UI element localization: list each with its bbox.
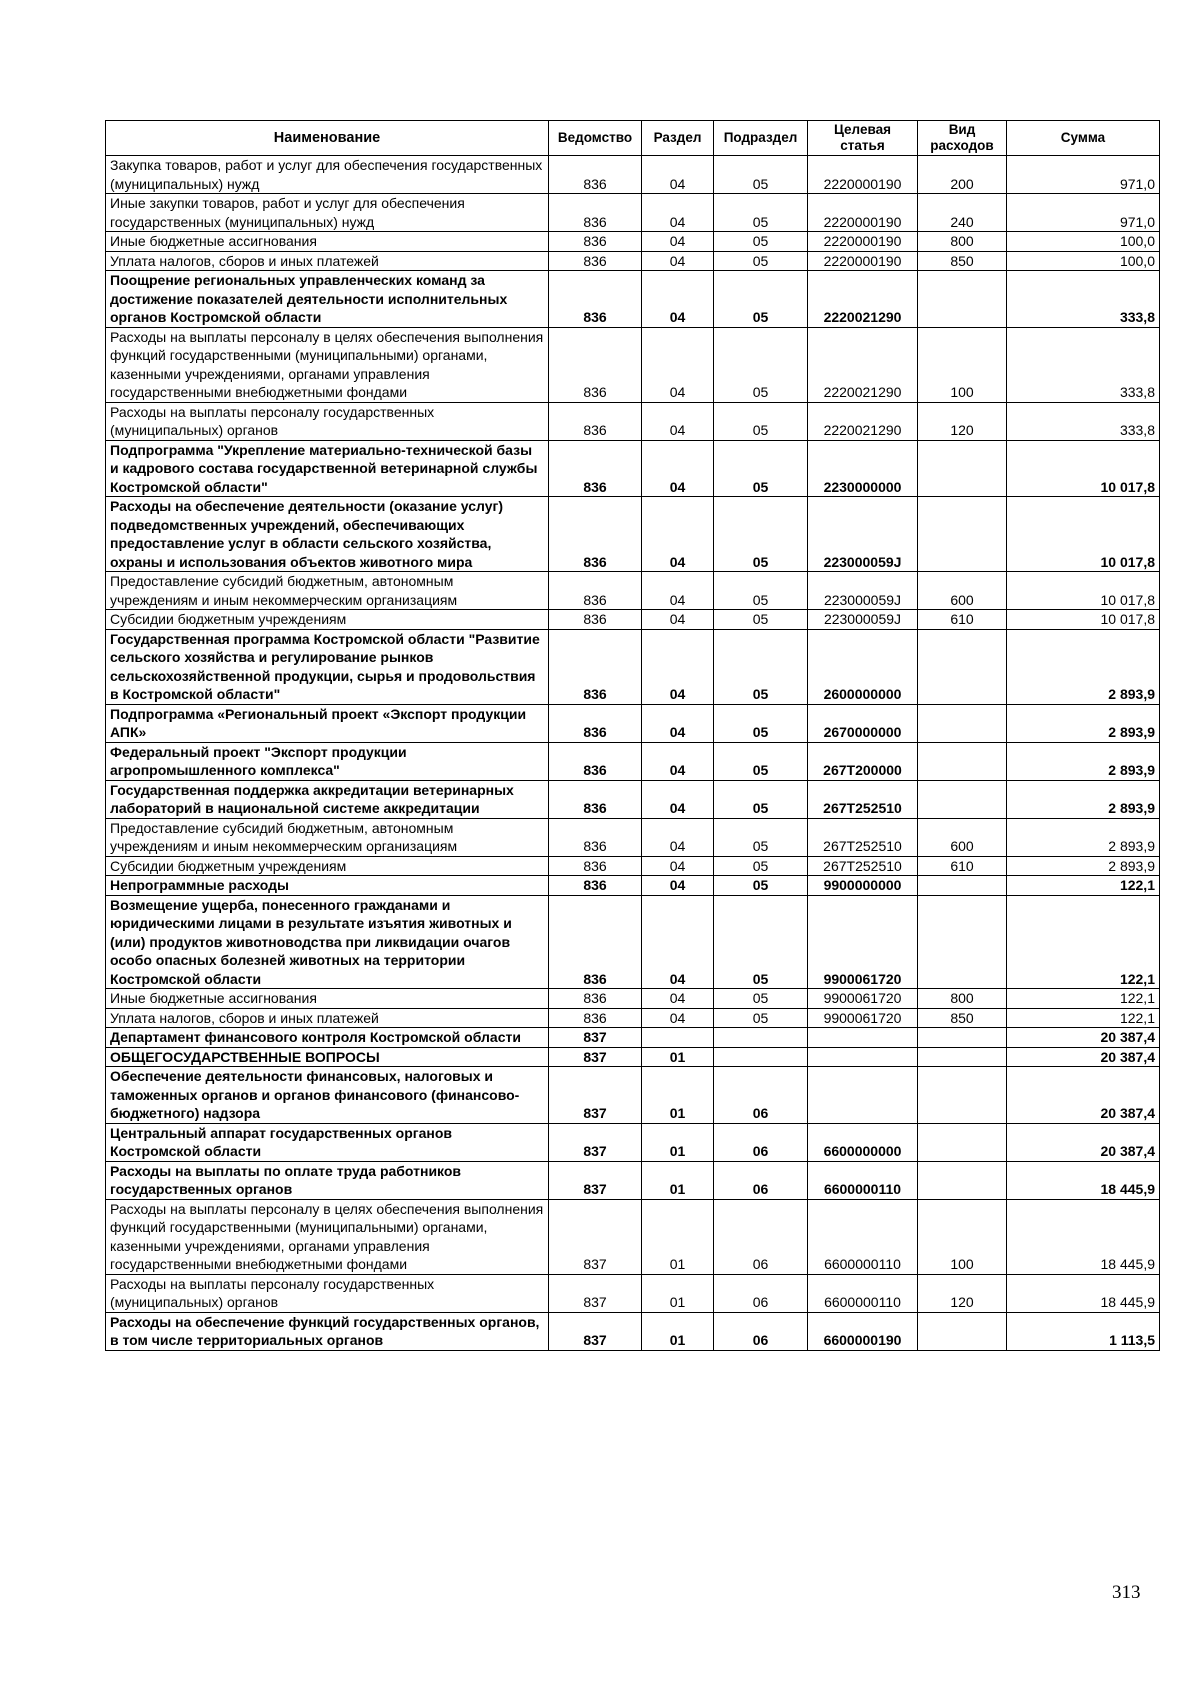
cell-sum: 2 893,9 (1007, 780, 1160, 818)
cell-sum: 333,8 (1007, 327, 1160, 402)
cell-subsection (714, 1028, 808, 1048)
cell-target-article: 223000059J (808, 572, 918, 610)
cell-subsection: 06 (714, 1067, 808, 1124)
cell-sum: 18 445,9 (1007, 1274, 1160, 1312)
cell-department: 836 (549, 989, 642, 1009)
cell-sum: 10 017,8 (1007, 572, 1160, 610)
cell-subsection: 05 (714, 572, 808, 610)
cell-department: 836 (549, 327, 642, 402)
table-row (106, 1199, 1160, 1274)
cell-sum: 122,1 (1007, 1008, 1160, 1028)
cell-name: Подпрограмма «Региональный проект «Экспорт продукции АПК» (106, 704, 549, 742)
budget-table (105, 120, 1160, 1351)
cell-subsection: 05 (714, 232, 808, 252)
table-body (106, 156, 1160, 1351)
cell-department: 837 (549, 1161, 642, 1199)
cell-name: Государственная поддержка аккредитации ветеринарных лабораторий в национальной системе аккредитации (106, 780, 549, 818)
cell-subsection: 05 (714, 1008, 808, 1028)
cell-subsection: 06 (714, 1199, 808, 1274)
cell-target-article: 2220000190 (808, 251, 918, 271)
cell-section: 04 (642, 232, 714, 252)
cell-department: 836 (549, 856, 642, 876)
cell-expense-type (918, 1028, 1007, 1048)
cell-expense-type (918, 876, 1007, 896)
cell-section: 04 (642, 497, 714, 572)
cell-expense-type: 200 (918, 156, 1007, 194)
cell-section: 04 (642, 856, 714, 876)
cell-name: Расходы на выплаты персоналу государственных (муниципальных) органов (106, 1274, 549, 1312)
cell-expense-type (918, 704, 1007, 742)
cell-sum: 333,8 (1007, 271, 1160, 328)
cell-subsection: 05 (714, 271, 808, 328)
header-department: Ведомство (549, 121, 642, 156)
cell-target-article: 2220021290 (808, 402, 918, 440)
cell-subsection: 05 (714, 194, 808, 232)
cell-section: 04 (642, 1008, 714, 1028)
cell-subsection: 06 (714, 1312, 808, 1350)
cell-section: 01 (642, 1199, 714, 1274)
table-row (106, 629, 1160, 704)
cell-department: 836 (549, 402, 642, 440)
table-row (106, 1067, 1160, 1124)
header-name: Наименование (106, 121, 549, 156)
table-row (106, 572, 1160, 610)
cell-department: 837 (549, 1274, 642, 1312)
cell-sum: 10 017,8 (1007, 610, 1160, 630)
cell-target-article: 9900061720 (808, 895, 918, 989)
cell-expense-type (918, 1161, 1007, 1199)
cell-name: Субсидии бюджетным учреждениям (106, 610, 549, 630)
cell-sum: 2 893,9 (1007, 856, 1160, 876)
cell-department: 836 (549, 818, 642, 856)
cell-section: 04 (642, 402, 714, 440)
cell-name: Расходы на выплаты персоналу в целях обеспечения выполнения функций государственными (муниципальными) органами, казенными учреждениями, органами управления государственными внебюджетными фондами (106, 1199, 549, 1274)
cell-department: 836 (549, 742, 642, 780)
cell-section: 01 (642, 1312, 714, 1350)
cell-subsection: 05 (714, 610, 808, 630)
cell-name: Федеральный проект "Экспорт продукции агропромышленного комплекса" (106, 742, 549, 780)
cell-sum: 100,0 (1007, 232, 1160, 252)
cell-target-article: 6600000190 (808, 1312, 918, 1350)
cell-name: Иные закупки товаров, работ и услуг для обеспечения государственных (муниципальных) нужд (106, 194, 549, 232)
table-row (106, 856, 1160, 876)
cell-sum: 20 387,4 (1007, 1028, 1160, 1048)
cell-name: Закупка товаров, работ и услуг для обеспечения государственных (муниципальных) нужд (106, 156, 549, 194)
cell-name: Предоставление субсидий бюджетным, автономным учреждениям и иным некоммерческим организациям (106, 572, 549, 610)
cell-section: 04 (642, 251, 714, 271)
cell-name: Уплата налогов, сборов и иных платежей (106, 251, 549, 271)
cell-section: 04 (642, 780, 714, 818)
table-row (106, 497, 1160, 572)
cell-name: Непрограммные расходы (106, 876, 549, 896)
table-row (106, 1028, 1160, 1048)
cell-department: 836 (549, 572, 642, 610)
cell-expense-type (918, 742, 1007, 780)
table-row (106, 704, 1160, 742)
cell-department: 836 (549, 1008, 642, 1028)
cell-section: 04 (642, 818, 714, 856)
cell-section: 04 (642, 629, 714, 704)
cell-section: 01 (642, 1161, 714, 1199)
cell-sum: 2 893,9 (1007, 704, 1160, 742)
cell-section: 01 (642, 1047, 714, 1067)
cell-name: Возмещение ущерба, понесенного гражданами и юридическими лицами в результате изъятия животных и (или) продуктов животноводства при ликвидации очагов особо опасных болезней животных на территории Костромской области (106, 895, 549, 989)
cell-target-article: 2220021290 (808, 327, 918, 402)
cell-expense-type: 600 (918, 818, 1007, 856)
cell-expense-type (918, 1312, 1007, 1350)
cell-department: 836 (549, 440, 642, 497)
cell-department: 836 (549, 194, 642, 232)
cell-expense-type (918, 1067, 1007, 1124)
cell-expense-type: 100 (918, 1199, 1007, 1274)
cell-department: 837 (549, 1123, 642, 1161)
cell-name: Предоставление субсидий бюджетным, автономным учреждениям и иным некоммерческим организациям (106, 818, 549, 856)
cell-subsection: 06 (714, 1161, 808, 1199)
cell-sum: 2 893,9 (1007, 742, 1160, 780)
cell-expense-type: 610 (918, 610, 1007, 630)
page-number: 313 (1112, 1582, 1141, 1603)
cell-subsection (714, 1047, 808, 1067)
cell-subsection: 05 (714, 251, 808, 271)
table-row (106, 402, 1160, 440)
cell-expense-type: 800 (918, 989, 1007, 1009)
table-row (106, 1161, 1160, 1199)
cell-name: ОБЩЕГОСУДАРСТВЕННЫЕ ВОПРОСЫ (106, 1047, 549, 1067)
cell-target-article: 9900000000 (808, 876, 918, 896)
cell-subsection: 05 (714, 818, 808, 856)
table-row (106, 440, 1160, 497)
cell-target-article: 2230000000 (808, 440, 918, 497)
cell-sum: 971,0 (1007, 156, 1160, 194)
cell-subsection: 05 (714, 876, 808, 896)
table-row (106, 876, 1160, 896)
cell-target-article: 267T252510 (808, 856, 918, 876)
header-section: Раздел (642, 121, 714, 156)
cell-expense-type: 600 (918, 572, 1007, 610)
table-row (106, 818, 1160, 856)
header-sum: Сумма (1007, 121, 1160, 156)
cell-section: 04 (642, 271, 714, 328)
cell-department: 836 (549, 271, 642, 328)
cell-subsection: 05 (714, 856, 808, 876)
cell-section: 01 (642, 1123, 714, 1161)
cell-sum: 122,1 (1007, 876, 1160, 896)
cell-name: Расходы на выплаты по оплате труда работников государственных органов (106, 1161, 549, 1199)
cell-sum: 2 893,9 (1007, 818, 1160, 856)
table-row (106, 780, 1160, 818)
cell-target-article: 223000059J (808, 497, 918, 572)
cell-section: 04 (642, 440, 714, 497)
table-row (106, 271, 1160, 328)
cell-target-article (808, 1067, 918, 1124)
cell-expense-type (918, 440, 1007, 497)
cell-subsection: 05 (714, 895, 808, 989)
table-row (106, 327, 1160, 402)
cell-expense-type: 800 (918, 232, 1007, 252)
cell-target-article: 9900061720 (808, 1008, 918, 1028)
cell-name: Государственная программа Костромской области "Развитие сельского хозяйства и регулирование рынков сельскохозяйственной продукции, сырья и продовольствия в Костромской области" (106, 629, 549, 704)
cell-name: Расходы на выплаты персоналу в целях обеспечения выполнения функций государственными (муниципальными) органами, казенными учреждениями, органами управления государственными внебюджетными фондами (106, 327, 549, 402)
cell-target-article: 267T200000 (808, 742, 918, 780)
cell-department: 836 (549, 232, 642, 252)
cell-expense-type (918, 497, 1007, 572)
table-row (106, 194, 1160, 232)
cell-subsection: 05 (714, 402, 808, 440)
cell-expense-type: 100 (918, 327, 1007, 402)
cell-subsection: 05 (714, 629, 808, 704)
header-subsection: Подраздел (714, 121, 808, 156)
cell-name: Иные бюджетные ассигнования (106, 232, 549, 252)
cell-department: 837 (549, 1312, 642, 1350)
cell-expense-type (918, 629, 1007, 704)
cell-target-article: 6600000110 (808, 1199, 918, 1274)
cell-department: 837 (549, 1047, 642, 1067)
cell-expense-type: 850 (918, 1008, 1007, 1028)
table-row (106, 1123, 1160, 1161)
cell-name: Расходы на обеспечение деятельности (оказание услуг) подведомственных учреждений, обеспечивающих предоставление услуг в области сельского хозяйства, охраны и использования объектов животного мира (106, 497, 549, 572)
cell-section: 04 (642, 156, 714, 194)
cell-sum: 2 893,9 (1007, 629, 1160, 704)
cell-expense-type: 120 (918, 1274, 1007, 1312)
cell-section: 04 (642, 327, 714, 402)
header-target-article: Целевая статья (808, 121, 918, 156)
cell-target-article: 267T252510 (808, 780, 918, 818)
table-row (106, 1008, 1160, 1028)
table-row (106, 1312, 1160, 1350)
cell-section: 04 (642, 704, 714, 742)
cell-subsection: 05 (714, 156, 808, 194)
table-row (106, 895, 1160, 989)
cell-section: 04 (642, 742, 714, 780)
cell-target-article: 2670000000 (808, 704, 918, 742)
cell-name: Расходы на выплаты персоналу государственных (муниципальных) органов (106, 402, 549, 440)
cell-sum: 18 445,9 (1007, 1161, 1160, 1199)
table-header-row (106, 121, 1160, 156)
cell-target-article: 2220000190 (808, 232, 918, 252)
cell-department: 837 (549, 1199, 642, 1274)
cell-sum: 20 387,4 (1007, 1067, 1160, 1124)
cell-expense-type: 240 (918, 194, 1007, 232)
cell-target-article: 6600000110 (808, 1274, 918, 1312)
cell-target-article: 9900061720 (808, 989, 918, 1009)
cell-subsection: 05 (714, 497, 808, 572)
cell-department: 836 (549, 780, 642, 818)
header-expense-type: Вид расходов (918, 121, 1007, 156)
cell-expense-type: 850 (918, 251, 1007, 271)
cell-subsection: 06 (714, 1274, 808, 1312)
cell-name: Уплата налогов, сборов и иных платежей (106, 1008, 549, 1028)
cell-target-article: 2600000000 (808, 629, 918, 704)
cell-sum: 20 387,4 (1007, 1123, 1160, 1161)
cell-sum: 122,1 (1007, 989, 1160, 1009)
cell-department: 836 (549, 629, 642, 704)
cell-name: Поощрение региональных управленческих команд за достижение показателей деятельности исполнительных органов Костромской области (106, 271, 549, 328)
cell-expense-type (918, 1047, 1007, 1067)
cell-target-article: 223000059J (808, 610, 918, 630)
cell-name: Обеспечение деятельности финансовых, налоговых и таможенных органов и органов финансового (финансово-бюджетного) надзора (106, 1067, 549, 1124)
cell-section (642, 1028, 714, 1048)
table-row (106, 742, 1160, 780)
cell-sum: 10 017,8 (1007, 497, 1160, 572)
cell-department: 836 (549, 704, 642, 742)
cell-target-article: 6600000000 (808, 1123, 918, 1161)
table-row (106, 156, 1160, 194)
cell-name: Подпрограмма "Укрепление материально-технической базы и кадрового состава государственной ветеринарной службы Костромской области" (106, 440, 549, 497)
cell-sum: 20 387,4 (1007, 1047, 1160, 1067)
cell-expense-type (918, 1123, 1007, 1161)
cell-section: 01 (642, 1067, 714, 1124)
cell-target-article: 2220000190 (808, 194, 918, 232)
cell-subsection: 05 (714, 742, 808, 780)
cell-target-article: 6600000110 (808, 1161, 918, 1199)
cell-name: Расходы на обеспечение функций государственных органов, в том числе территориальных органов (106, 1312, 549, 1350)
cell-sum: 100,0 (1007, 251, 1160, 271)
cell-subsection: 05 (714, 780, 808, 818)
table-row (106, 1047, 1160, 1067)
cell-subsection: 05 (714, 989, 808, 1009)
cell-expense-type: 610 (918, 856, 1007, 876)
cell-subsection: 05 (714, 704, 808, 742)
cell-expense-type (918, 780, 1007, 818)
cell-section: 04 (642, 876, 714, 896)
cell-sum: 122,1 (1007, 895, 1160, 989)
cell-department: 837 (549, 1028, 642, 1048)
cell-subsection: 05 (714, 327, 808, 402)
cell-target-article: 2220000190 (808, 156, 918, 194)
table-row (106, 989, 1160, 1009)
cell-sum: 18 445,9 (1007, 1199, 1160, 1274)
table-row (106, 251, 1160, 271)
cell-sum: 971,0 (1007, 194, 1160, 232)
table-row (106, 232, 1160, 252)
cell-sum: 1 113,5 (1007, 1312, 1160, 1350)
cell-sum: 333,8 (1007, 402, 1160, 440)
cell-department: 837 (549, 1067, 642, 1124)
cell-department: 836 (549, 876, 642, 896)
cell-department: 836 (549, 497, 642, 572)
cell-section: 04 (642, 610, 714, 630)
cell-department: 836 (549, 610, 642, 630)
cell-department: 836 (549, 156, 642, 194)
cell-department: 836 (549, 895, 642, 989)
cell-subsection: 05 (714, 440, 808, 497)
cell-target-article (808, 1028, 918, 1048)
table-row (106, 610, 1160, 630)
cell-expense-type (918, 895, 1007, 989)
table-row (106, 1274, 1160, 1312)
cell-section: 04 (642, 194, 714, 232)
cell-target-article: 267T252510 (808, 818, 918, 856)
cell-section: 04 (642, 572, 714, 610)
cell-name: Департамент финансового контроля Костромской области (106, 1028, 549, 1048)
cell-target-article: 2220021290 (808, 271, 918, 328)
cell-name: Центральный аппарат государственных органов Костромской области (106, 1123, 549, 1161)
cell-expense-type: 120 (918, 402, 1007, 440)
cell-sum: 10 017,8 (1007, 440, 1160, 497)
cell-target-article (808, 1047, 918, 1067)
cell-expense-type (918, 271, 1007, 328)
cell-subsection: 06 (714, 1123, 808, 1161)
cell-department: 836 (549, 251, 642, 271)
cell-section: 04 (642, 895, 714, 989)
cell-name: Субсидии бюджетным учреждениям (106, 856, 549, 876)
cell-section: 04 (642, 989, 714, 1009)
cell-name: Иные бюджетные ассигнования (106, 989, 549, 1009)
cell-section: 01 (642, 1274, 714, 1312)
